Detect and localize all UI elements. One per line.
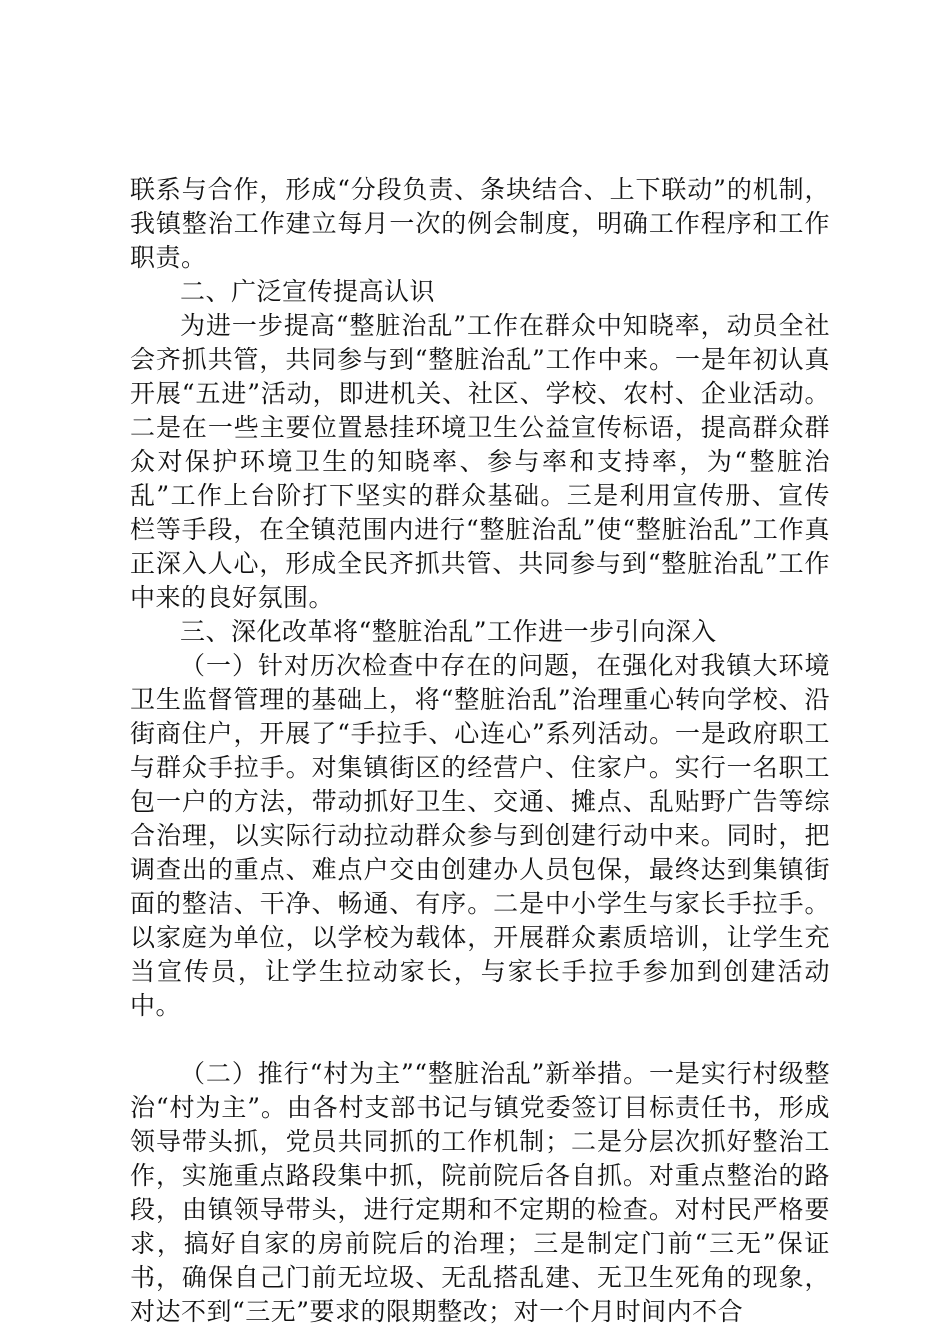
paragraph-continuation: 联系与合作，形成“分段负责、条块结合、上下联动”的机制，我镇整治工作建立每月一次的例会制度，明确工作程序和工作职责。 (130, 175, 830, 272)
paragraph-gap (130, 1023, 830, 1057)
section-heading-2: 二、广泛宣传提高认识 (180, 277, 436, 306)
paragraph-subsection-2: （二）推行“村为主”“整脏治乱”新举措。一是实行村级整治“村为主”。由各村支部书记与镇党委签订目标责任书，形成领导带头抓，党员共同抓的工作机制；二是分层次抓好整治工作，实施重点路段集中抓，院前院后各自抓。对重点整治的路段，由镇领导带头，进行定期和不定期的检查。对村民严格要求，搞好自家的房前院后的治理；三是制定门前“三无”保证书，确保自己门前无垃圾、无乱搭乱建、无卫生死角的现象，对达不到“三无”要求的限期整改；对一个月时间内不合 (130, 1059, 830, 1326)
document-body (130, 173, 830, 1329)
paragraph-publicity: 为进一步提高“整脏治乱”工作在群众中知晓率，动员全社会齐抓共管，共同参与到“整脏治乱”工作中来。一是年初认真开展“五进”活动，即进机关、社区、学校、农村、企业活动。二是在一些主要位置悬挂环境卫生公益宣传标语，提高群众群众对保护环境卫生的知晓率、参与率和支持率，为“整脏治乱”工作上台阶打下坚实的群众基础。三是利用宣传册、宣传栏等手段，在全镇范围内进行“整脏治乱”使“整脏治乱”工作真正深入人心，形成全民齐抓共管、共同参与到“整脏治乱”工作中来的良好氛围。 (130, 311, 830, 612)
paragraph-subsection-1: （一）针对历次检查中存在的问题，在强化对我镇大环境卫生监督管理的基础上，将“整脏治乱”治理重心转向学校、沿街商住户，开展了“手拉手、心连心”系列活动。一是政府职工与群众手拉手。对集镇街区的经营户、住家户。实行一名职工包一户的方法，带动抓好卫生、交通、摊点、乱贴野广告等综合治理，以实际行动拉动群众参与到创建行动中来。同时，把调查出的重点、难点户交由创建办人员包保，最终达到集镇街面的整洁、干净、畅通、有序。二是中小学生与家长手拉手。以家庭为单位，以学校为载体，开展群众素质培训，让学生充当宣传员，让学生拉动家长，与家长手拉手参加到创建活动中。 (130, 651, 830, 1020)
section-heading-3: 三、深化改革将“整脏治乱”工作进一步引向深入 (180, 617, 717, 646)
